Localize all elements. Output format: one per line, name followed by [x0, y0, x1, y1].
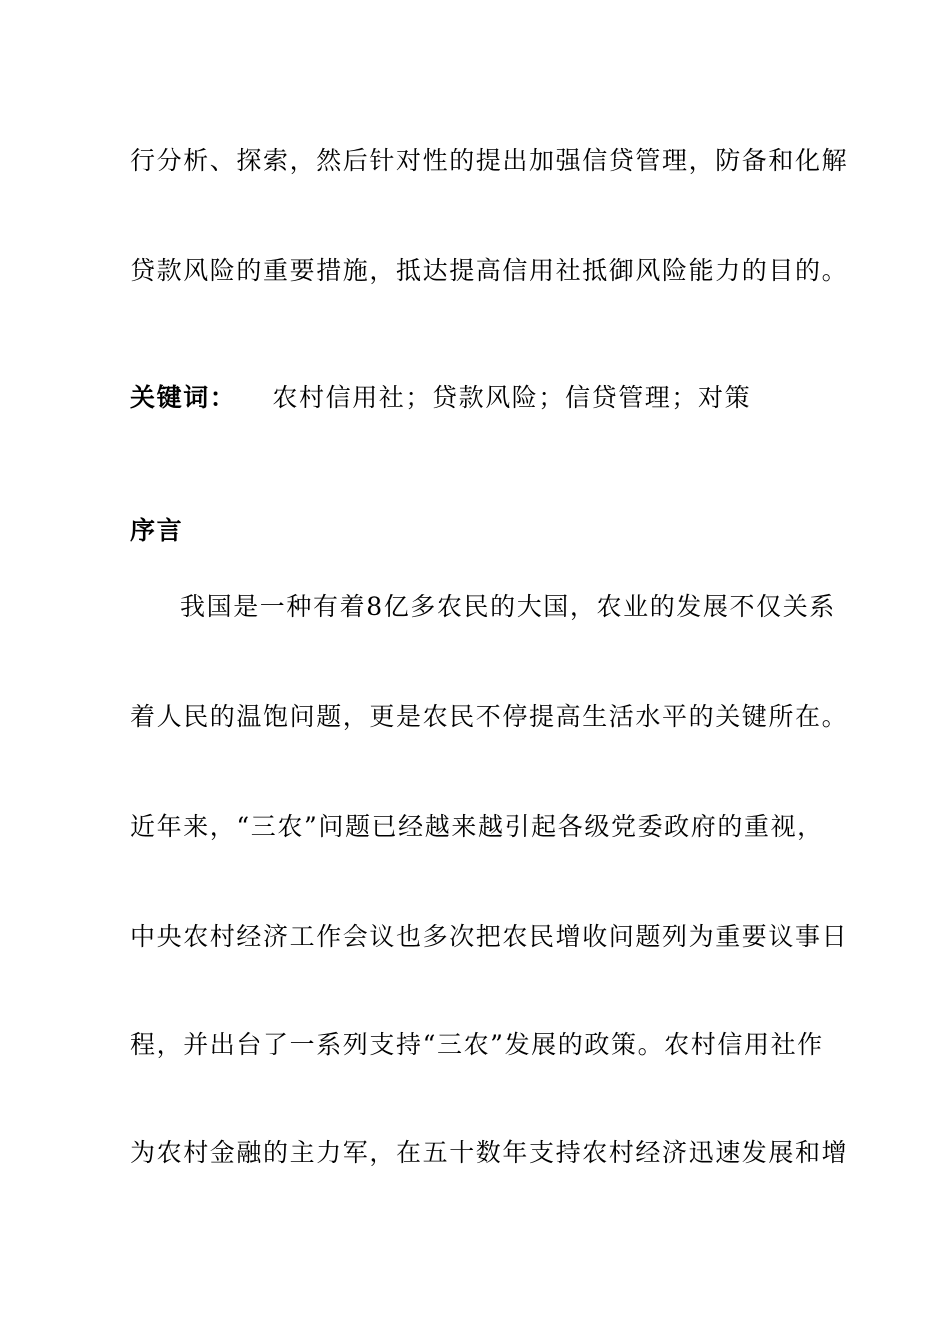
keywords-label: 关键词： [130, 383, 237, 412]
intro-line-4: 中央农村经济工作会议也多次把农民增收问题列为重要议事日 [130, 922, 849, 951]
intro-line-1: 我国是一种有着8亿多农民的大国，农业的发展不仅关系 [180, 592, 836, 621]
intro-line-2: 着人民的温饱问题，更是农民不停提高生活水平的关键所在。 [130, 702, 849, 731]
keywords-value: 农村信用社；贷款风险；信贷管理；对策 [272, 383, 752, 412]
keywords-line [130, 381, 830, 415]
abstract-line-2: 贷款风险的重要措施，抵达提高信用社抵御风险能力的目的。 [130, 256, 849, 285]
intro-line-3: 近年来，“三农”问题已经越来越引起各级党委政府的重视， [130, 812, 824, 841]
intro-line-6: 为农村金融的主力军，在五十数年支持农村经济迅速发展和增 [130, 1138, 849, 1167]
section-heading: 序言 [130, 516, 184, 545]
intro-line-5: 程，并出台了一系列支持“三农”发展的政策。农村信用社作 [130, 1030, 824, 1059]
abstract-line-1: 行分析、探索，然后针对性的提出加强信贷管理，防备和化解 [130, 146, 849, 175]
